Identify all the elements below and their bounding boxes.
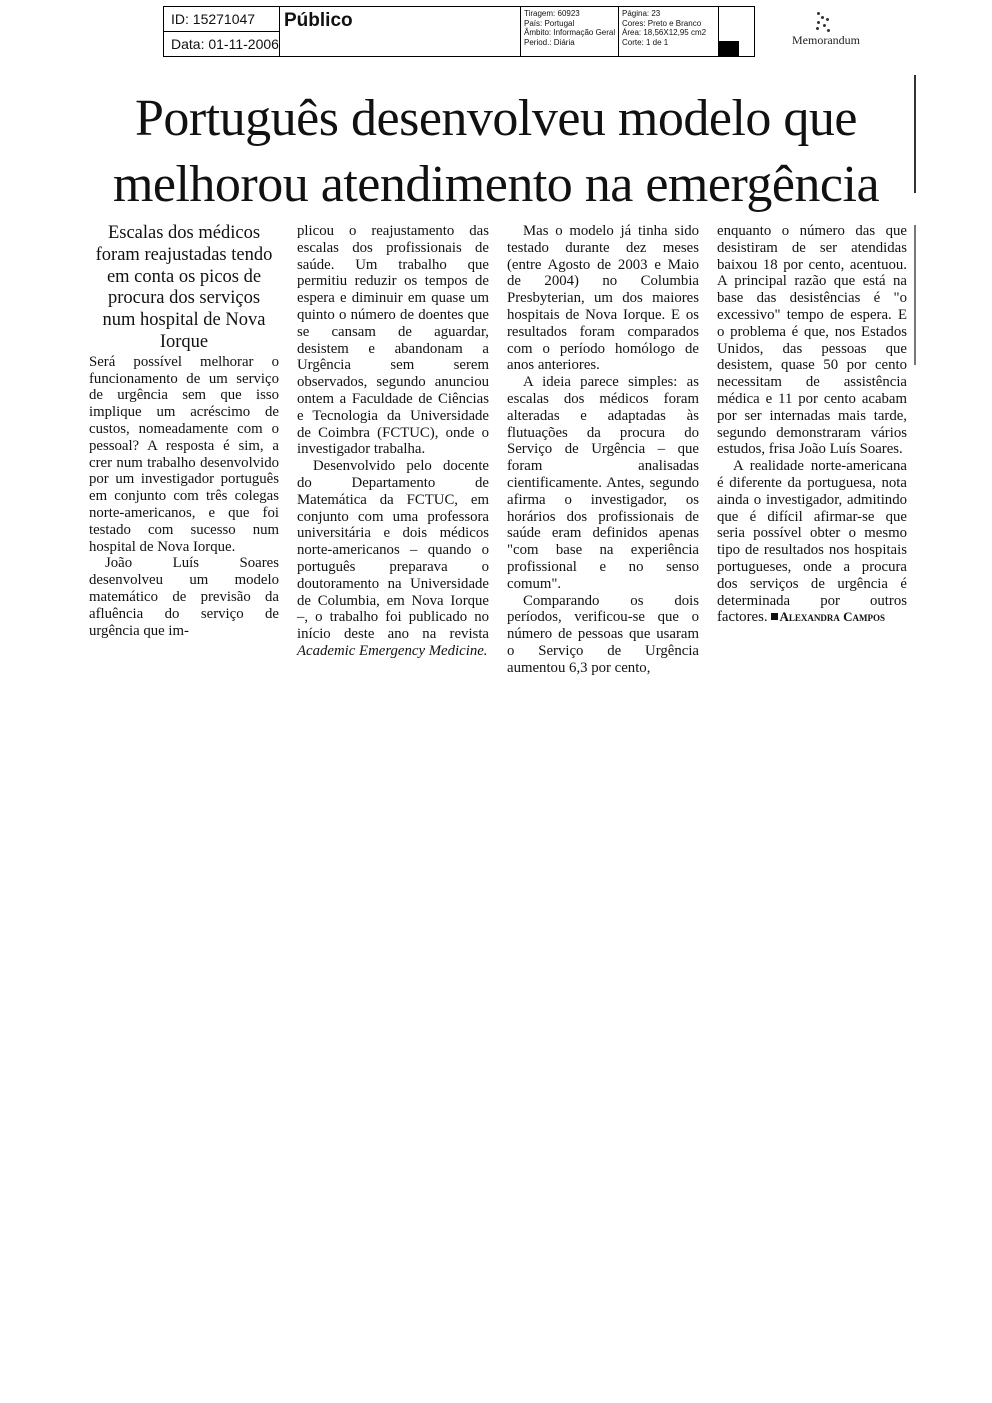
column-1: [89, 223, 279, 639]
title-line-2: melhorou atendimento na emergência: [112, 156, 880, 213]
clipping-date: Data: 01-11-2006: [164, 32, 280, 56]
column-2: [297, 223, 489, 660]
meta-country: País: Portugal: [524, 18, 575, 28]
column-4: [717, 223, 907, 626]
meta-cut: Corte: 1 de 1: [622, 37, 669, 47]
clipping-header: [163, 6, 755, 57]
vertical-rule-lower: [914, 225, 916, 365]
clipping-id: ID: 15271047: [164, 7, 280, 32]
meta-colors: Cores: Preto e Branco: [622, 18, 702, 28]
paragraph: A ideia parece simples: as escalas dos médicos foram alteradas e adaptadas às flutuações da procura do Serviço de Urgência – que foram analisadas cientificamente. Antes, segundo afirma o investigador, os horários dos profissionais de saúde eram definidos apenas "com base na experiência profissional e no senso comum".: [507, 374, 699, 592]
author-signature: Alexandra Campos: [779, 609, 886, 625]
meta-scope: Âmbito: Informação Geral: [524, 28, 616, 37]
title-line-1: Português desenvolveu modelo que: [135, 90, 857, 147]
paragraph: plicou o reajustamento das escalas dos profissionais de saúde. Um trabalho que permitiu reduzir os tempos de espera e diminuir em quase um quinto o número de doentes que se cansam de aguardar, desistem e abandonam a Urgência sem serem observados, segundo anunciou ontem a Faculdade de Ciências e Tecnologia da Universidade de Coimbra (FCTUC), onde o investigador trabalha.: [297, 223, 489, 458]
memorandum-logo: [792, 12, 866, 52]
meta-left: [521, 7, 619, 56]
meta-page: Página: 23: [622, 9, 661, 18]
logo-text: Memorandum: [792, 33, 860, 47]
meta-period: Period.: Diária: [524, 37, 575, 47]
end-square-icon: [771, 613, 778, 620]
publication-name: Público: [280, 7, 521, 56]
meta-right: [619, 7, 719, 56]
paragraph: João Luís Soares desenvolveu um modelo matemático de previsão da afluência do serviço de urgência que im-: [89, 555, 279, 639]
paragraph: [297, 458, 489, 660]
paragraph: Será possível melhorar o funcionamento de um serviço de urgência sem que isso implique um acréscimo de custos, nomeadamente com o pessoal? A resposta é sim, a crer num trabalho desenvolvido por um investigador português em conjunto com três colegas norte-americanos, e que foi testado com sucesso num hospital de Nova Iorque.: [89, 353, 279, 555]
article-lead: Escalas dos médicos foram reajustadas tendo em conta os picos de procura dos serviços num hospital de Nova Iorque: [95, 223, 273, 352]
paragraph: Comparando os dois períodos, verificou-se que o número de pessoas que usaram o Serviço de Urgência aumentou 6,3 por cento,: [507, 592, 699, 676]
marker-box: [719, 7, 753, 56]
meta-circulation: Tiragem: 60923: [524, 9, 580, 18]
journal-name: Academic Emergency Medicine.: [297, 642, 488, 659]
paragraph: [717, 458, 907, 626]
column-3: [507, 223, 699, 677]
paragraph-text: A realidade norte-americana é diferente da portuguesa, nota ainda o investigador, admitindo que é difícil afirmar-se que seria possível obter o mesmo tipo de resultados nos hospitais portugueses, onde a procura dos serviços de urgência é determinada por outros factores.: [717, 458, 907, 626]
paragraph: Mas o modelo já tinha sido testado durante dez meses (entre Agosto de 2003 e Maio de 2004) no Columbia Presbyterian, um dos maiores hospitais de Nova Iorque. E os resultados foram comparados com o período homólogo de anos anteriores.: [507, 223, 699, 374]
black-marker: [719, 41, 739, 56]
article-title: [60, 86, 932, 218]
paragraph-text: Desenvolvido pelo docente do Departamento de Matemática da FCTUC, em conjunto com uma professora universitária e dois médicos norte-americanos – quando o português preparava o doutoramento na Universidade de Columbia, em Nova Iorque –, o trabalho foi publicado no início deste ano na revista: [297, 458, 489, 643]
paragraph: enquanto o número das que desistiram de ser atendidas baixou 18 por cento, acentuou. A principal razão que está na base das desistências é "o excessivo" tempo de espera. E o problema é que, nos Estados Unidos, das pessoas que desistem, quase 50 por cento necessitam de assistência médica e 11 por cento acabam por ser internadas mais tarde, segundo demonstraram vários estudos, frisa João Luís Soares.: [717, 223, 907, 458]
meta-area: Área: 18,56X12,95 cm2: [622, 28, 707, 37]
